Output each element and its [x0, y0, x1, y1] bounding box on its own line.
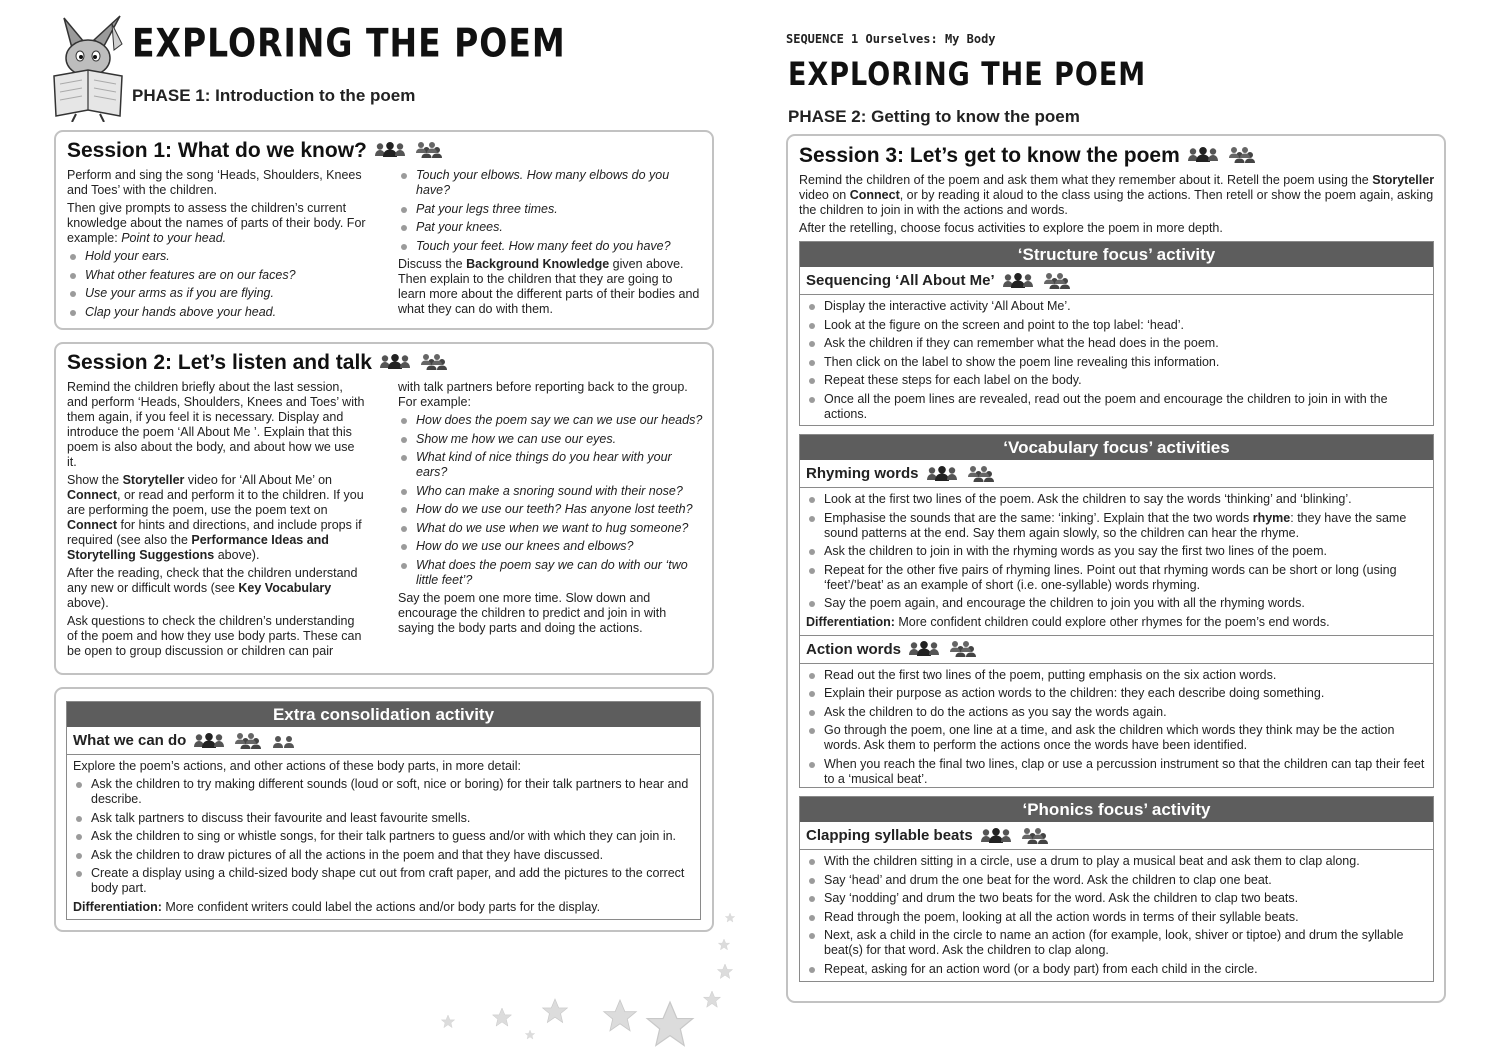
list-item: Read out the first two lines of the poem, putting emphasis on the six action words. — [806, 668, 1427, 683]
list-item: What does the poem say we can do with our ‘two little feet’? — [398, 558, 703, 588]
whole-class-icon — [980, 828, 1013, 844]
bullet-list — [806, 299, 1427, 422]
list-item: Look at the first two lines of the poem. Ask the children to say the words ‘thinking’ and ‘blinking’. — [806, 492, 1427, 507]
list-item: When you reach the final two lines, clap or use a percussion instrument so that the children can tap their feet to a ‘musical beat’. — [806, 757, 1427, 787]
session-2-box — [54, 342, 714, 675]
subheading-text: Rhyming words — [806, 465, 919, 482]
whole-class-icon — [374, 142, 407, 158]
text: video on — [799, 188, 850, 202]
text: Then give prompts to assess the children’s current knowledge about the names of parts of their body. For example: — [67, 201, 366, 245]
group-icon — [420, 353, 450, 371]
differentiation-note — [806, 615, 1427, 630]
list-item: Then click on the label to show the poem line revealing this information. — [806, 355, 1427, 370]
list-item: Touch your elbows. How many elbows do you have? — [398, 168, 703, 198]
list-item: Touch your feet. How many feet do you have? — [398, 239, 703, 254]
bullet-list — [398, 413, 703, 588]
activity-subheading — [800, 822, 1433, 850]
fox-reading-mascot-icon — [50, 14, 126, 122]
list-item: Explain their purpose as action words to the children: they each describe doing something. — [806, 686, 1427, 701]
session-1-box — [54, 130, 714, 330]
paragraph: Ask questions to check the children’s understanding of the poem and how they use body parts. These can be open to group discussion or children can pair — [67, 614, 362, 658]
list-item: Repeat, asking for an action word (or a body part) from each child in the circle. — [806, 962, 1427, 977]
group-icon — [949, 640, 979, 658]
group-icon — [967, 465, 997, 483]
phase-heading: PHASE 2: Getting to know the poem — [788, 107, 1080, 126]
list-item — [806, 511, 1427, 541]
paragraph: Say the poem one more time. Slow down and encourage the children to predict and join in with saying the body parts and doing the actions. — [398, 591, 667, 635]
list-item: Ask the children to draw pictures of all the actions in the poem and that they have discussed. — [73, 848, 694, 863]
session-title — [67, 350, 450, 374]
session-1-column-1 — [67, 168, 372, 323]
list-item: Ask the children to sing or whistle songs, for their talk partners to guess and/or with which they can join in. — [73, 829, 694, 844]
paragraph: Perform and sing the song ‘Heads, Shoulders, Knees and Toes’ with the children. — [67, 168, 362, 197]
list-item: What do we use when we want to hug someone? — [398, 521, 703, 536]
text: : they have the same sound patterns at the end. Say them again slowly, so the children can hear the rhyme. — [824, 510, 1407, 540]
list-item: Use your arms as if you are flying. — [67, 286, 372, 301]
text: After the reading, check that the children understand any new or difficult words (see — [67, 566, 358, 595]
list-item: What other features are on our faces? — [67, 268, 372, 283]
bullet-list — [806, 668, 1427, 787]
list-item: How does the poem say we can we use our heads? — [398, 413, 703, 428]
whole-class-icon — [379, 354, 412, 370]
list-item: Display the interactive activity ‘All About Me’. — [806, 299, 1427, 314]
text: above). — [214, 548, 260, 562]
bullet-list — [398, 168, 703, 254]
activity-bar-title: ‘Vocabulary focus’ activities — [800, 435, 1433, 460]
paragraph — [67, 473, 367, 563]
list-item: Once all the poem lines are revealed, read out the poem and encourage the children to join in with the actions. — [806, 392, 1427, 422]
activity-bar-title: ‘Phonics focus’ activity — [800, 797, 1433, 822]
whole-class-icon — [1187, 147, 1220, 163]
list-item: Ask the children if they can remember what the head does in the poem. — [806, 336, 1427, 351]
structure-activity-panel — [799, 241, 1434, 426]
bullet-list — [806, 854, 1427, 977]
extra-activity-panel — [66, 701, 701, 920]
list-item: Go through the poem, one line at a time, and ask the children which words they think may be the action words. Ask them to perform the actions once the words have been identified. — [806, 723, 1427, 753]
list-item: With the children sitting in a circle, use a drum to play a musical beat and ask them to clap along. — [806, 854, 1427, 869]
text-em: Point to your head. — [121, 231, 227, 245]
list-item: Hold your ears. — [67, 249, 372, 264]
activity-subheading — [800, 267, 1433, 295]
text-bold: Background Knowledge — [466, 257, 610, 271]
list-item: Repeat for the other five pairs of rhyming lines. Point out that rhyming words can be short or long (using ‘feet’/’beat’ as an example of short (i.e. one-syllable) words rhyming. — [806, 563, 1427, 593]
bullet-list — [73, 777, 694, 896]
activity-subheading — [800, 635, 1433, 664]
phonics-activity-panel — [799, 796, 1434, 982]
text: video for ‘All About Me’ on — [184, 473, 332, 487]
group-icon — [234, 732, 264, 750]
list-item: Clap your hands above your head. — [67, 305, 372, 320]
group-icon — [1021, 827, 1051, 845]
session-title — [67, 138, 445, 162]
list-item: Read through the poem, looking at all the action words in terms of their syllable beats. — [806, 910, 1427, 925]
text: , or by reading it aloud to the class using the actions. Then retell or show the poem again, asking the children to join in with the actions and words. — [799, 188, 1434, 217]
list-item: Ask the children to try making different sounds (loud or soft, nice or boring) for their talk partners to hear and describe. — [73, 777, 694, 807]
paragraph — [67, 566, 367, 611]
text-bold: Storyteller — [122, 473, 185, 487]
text: above). — [67, 596, 109, 610]
activity-body — [800, 295, 1433, 427]
text-bold: Differentiation: — [73, 899, 162, 914]
text-bold: Key Vocabulary — [238, 581, 332, 595]
subheading-text: Action words — [806, 640, 902, 658]
whole-class-icon — [193, 733, 226, 749]
list-item: Repeat these steps for each label on the body. — [806, 373, 1427, 388]
activity-subheading — [67, 727, 700, 755]
text: Remind the children of the poem and ask them what they remember about it. Retell the poem using the — [799, 173, 1373, 187]
text-bold: Performance Ideas and Storytelling Suggestions — [67, 533, 329, 562]
text: More confident children could explore other rhymes for the poem’s end words. — [894, 614, 1330, 629]
vocabulary-activity-panel — [799, 434, 1434, 788]
text-bold: Differentiation: — [806, 614, 895, 629]
session-title — [799, 143, 1258, 167]
session-title-text: Session 3: Let’s get to know the poem — [799, 143, 1180, 167]
pair-icon — [272, 733, 296, 749]
stars-decoration-icon — [420, 900, 760, 1060]
activity-body — [67, 755, 700, 920]
text: Show the — [67, 473, 123, 487]
sequence-header: SEQUENCE 1 Ourselves: My Body — [786, 32, 996, 46]
list-item: Pat your legs three times. — [398, 202, 703, 217]
phase-heading: PHASE 1: Introduction to the poem — [132, 86, 416, 105]
text: Emphasise the sounds that are the same: ‘inking’. Explain that the two words — [824, 510, 1253, 525]
subheading-text: Clapping syllable beats — [806, 827, 973, 844]
list-item: Say the poem again, and encourage the children to join you with all the rhyming words. — [806, 596, 1427, 611]
activity-bar-title: ‘Structure focus’ activity — [800, 242, 1433, 267]
text: for hints and directions, and include props if required (see also the — [67, 518, 362, 547]
list-item: Look at the figure on the screen and point to the top label: ‘head’. — [806, 318, 1427, 333]
paragraph — [398, 257, 703, 317]
paragraph — [67, 201, 372, 246]
list-item: Ask the children to do the actions as you say the words again. — [806, 705, 1427, 720]
session-3-intro — [799, 173, 1439, 239]
group-icon — [1228, 146, 1258, 164]
list-item: Show me how we can use our eyes. — [398, 432, 703, 447]
text-bold: Storyteller — [1372, 173, 1435, 187]
list-item: Next, ask a child in the circle to name an action (for example, look, shiver or tiptoe) and drum the syllable beat(s) for that word. Ask the children to clap along. — [806, 928, 1427, 958]
paragraph: with talk partners before reporting back to the group. For example: — [398, 380, 688, 409]
session-title-text: Session 1: What do we know? — [67, 138, 367, 162]
list-item: Create a display using a child-sized body shape cut out from craft paper, and add the pictures to the correct body part. — [73, 866, 694, 896]
bullet-list — [67, 249, 372, 320]
group-icon — [415, 141, 445, 159]
paragraph: After the retelling, choose focus activities to explore the poem in more depth. — [799, 221, 1223, 235]
activity-bar-title: Extra consolidation activity — [67, 702, 700, 727]
extra-activity-box — [54, 687, 714, 932]
text-bold: Connect — [67, 518, 117, 532]
text-bold: rhyme — [1252, 510, 1291, 525]
subheading-text: What we can do — [73, 732, 187, 749]
session-title-text: Session 2: Let’s listen and talk — [67, 350, 372, 374]
list-item: What kind of nice things do you hear with your ears? — [398, 450, 703, 480]
bullet-list — [806, 492, 1427, 611]
whole-class-icon — [926, 466, 959, 482]
activity-body — [800, 664, 1433, 793]
group-icon — [1043, 272, 1073, 290]
paragraph — [799, 173, 1439, 218]
whole-class-icon — [908, 641, 941, 657]
paragraph: Explore the poem’s actions, and other actions of these body parts, in more detail: — [73, 759, 521, 773]
activity-body — [800, 488, 1433, 635]
list-item: Say ‘nodding’ and drum the two beats for the word. Ask the children to clap two beats. — [806, 891, 1427, 906]
list-item: Say ‘head’ and drum the one beat for the word. Ask the children to clap one beat. — [806, 873, 1427, 888]
paragraph: Remind the children briefly about the last session, and perform ‘Heads, Shoulders, Knees and Toes’ with them again, if you feel it is necessary. Display and introduce the poem ‘All About Me ’. Explain that this poem is also about the body, and about how we use it. — [67, 380, 365, 469]
subheading-text: Sequencing ‘All About Me’ — [806, 272, 995, 289]
session-2-column-2 — [398, 380, 703, 639]
text: given above. Then explain to the children that they are going to learn more about the different parts of their bodies and what they can do with them. — [398, 257, 700, 316]
activity-subheading — [800, 460, 1433, 488]
session-3-box — [786, 134, 1446, 1003]
text: Discuss the — [398, 257, 467, 271]
text-bold: Connect — [849, 188, 900, 202]
activity-body — [800, 850, 1433, 982]
page-title: EXPLORING THE POEM — [132, 19, 566, 66]
page-title: EXPLORING THE POEM — [788, 56, 1147, 94]
text: More confident writers could label the actions and/or body parts for the display. — [161, 899, 601, 914]
whole-class-icon — [1002, 273, 1035, 289]
list-item: How do we use our teeth? Has anyone lost teeth? — [398, 502, 703, 517]
list-item: Who can make a snoring sound with their nose? — [398, 484, 703, 499]
list-item: Ask the children to join in with the rhyming words as you say the first two lines of the poem. — [806, 544, 1427, 559]
session-2-column-1 — [67, 380, 367, 662]
list-item: Pat your knees. — [398, 220, 703, 235]
text-bold: Connect — [67, 488, 117, 502]
text: , or read and perform it to the children. If you are performing the poem, use the poem text on — [67, 488, 364, 517]
list-item: Ask talk partners to discuss their favourite and least favourite smells. — [73, 811, 694, 826]
session-1-column-2 — [398, 168, 703, 320]
list-item: How do we use our knees and elbows? — [398, 539, 703, 554]
